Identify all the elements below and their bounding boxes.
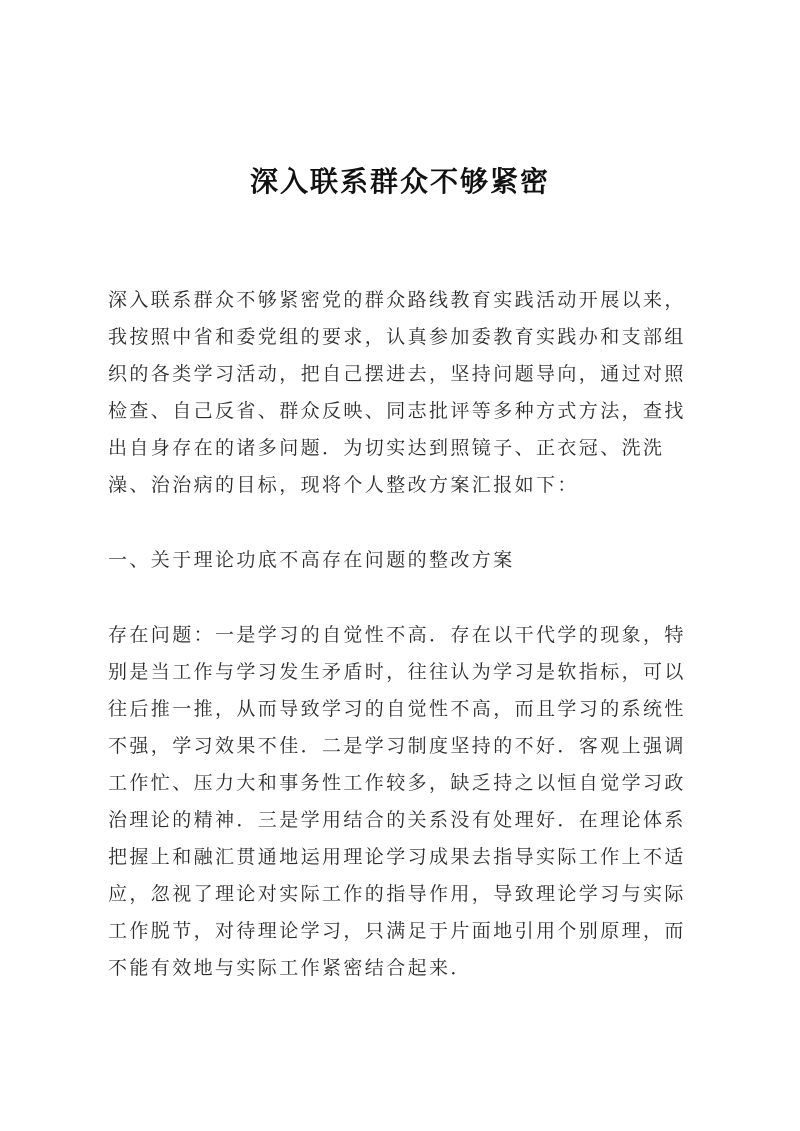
section-heading: 一、关于理论功底不高存在问题的整改方案 (108, 549, 515, 571)
text-line: 往后推一推，从而导致学习的自觉性不高，而且学习的系统性 (108, 698, 686, 720)
text-line: 应，忽视了理论对实际工作的指导作用，导致理论学习与实际 (108, 883, 686, 905)
text-line: 检查、自己反省、群众反映、同志批评等多种方式方法，查找 (108, 400, 686, 422)
text-line: 织的各类学习活动，把自己摆进去，坚持问题导向，通过对照 (108, 363, 686, 385)
text-line: 出自身存在的诸多问题．为切实达到照镜子、正衣冠、洗洗 (108, 437, 665, 459)
text-line: 不强，学习效果不佳．二是学习制度坚持的不好．客观上强调 (108, 735, 686, 757)
text-line: 我按照中省和委党组的要求，认真参加委教育实践办和支部组 (108, 326, 686, 348)
text-line: 存在问题：一是学习的自觉性不高．存在以干代学的现象，特 (108, 624, 686, 646)
text-line: 工作忙、压力大和事务性工作较多，缺乏持之以恒自觉学习政 (108, 772, 686, 794)
text-line: 澡、治治病的目标，现将个人整改方案汇报如下： (108, 474, 579, 496)
text-line: 把握上和融汇贯通地运用理论学习成果去指导实际工作上不适 (108, 846, 686, 868)
text-line: 不能有效地与实际工作紧密结合起来． (108, 957, 472, 979)
text-line: 别是当工作与学习发生矛盾时，往往认为学习是软指标，可以 (108, 661, 686, 683)
document-title: 深入联系群众不够紧密 (249, 165, 550, 198)
text-line: 工作脱节，对待理论学习，只满足于片面地引用个别原理，而 (108, 920, 686, 942)
text-line: 深入联系群众不够紧密党的群众路线教育实践活动开展以来， (108, 289, 686, 311)
text-line: 治理论的精神．三是学用结合的关系没有处理好．在理论体系 (108, 809, 686, 831)
